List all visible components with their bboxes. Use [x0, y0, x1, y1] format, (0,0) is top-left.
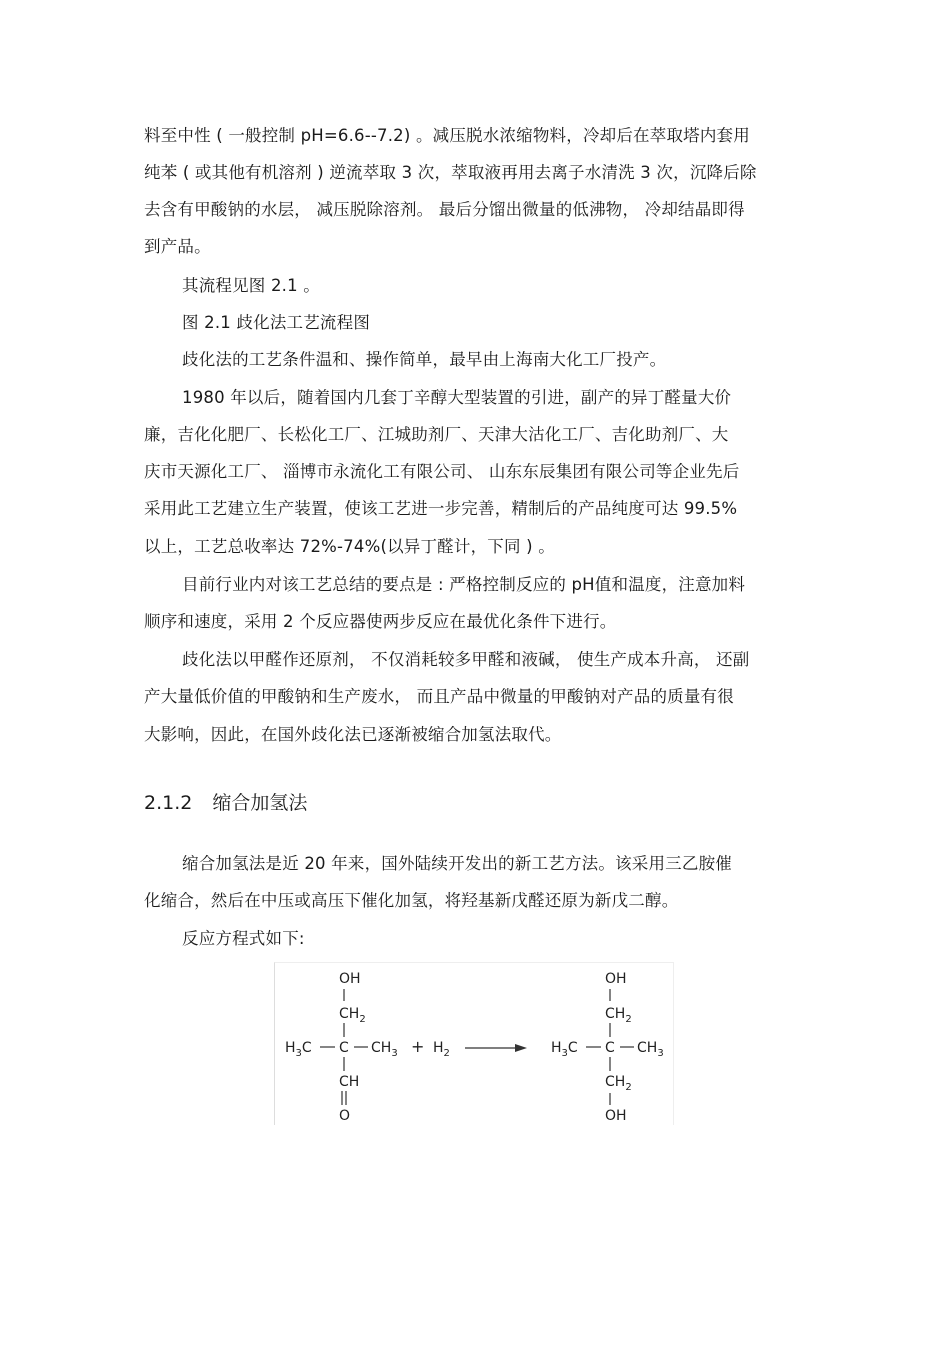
reactant-ch2: $CH_2$ — [339, 1006, 366, 1025]
reactant-oh: OH — [339, 971, 361, 987]
product-oh-top: OH — [605, 971, 627, 987]
product-oh-bottom: OH — [605, 1108, 627, 1124]
product-center-c: C — [605, 1040, 615, 1056]
paragraph-line: 歧化法以甲醛作还原剂， 不仅消耗较多甲醛和液碱， 使生产成本升高， 还副 — [182, 650, 750, 669]
paragraph-line: 廉，吉化化肥厂、长松化工厂、江城助剂厂、天津大沽化工厂、吉化助剂厂、大 — [144, 425, 729, 444]
plus-sign: + — [411, 1037, 425, 1056]
paragraph-line: 到产品。 — [144, 237, 211, 256]
paragraph-line: 庆市天源化工厂、 淄博市永流化工有限公司、 山东东辰集团有限公司等企业先后 — [144, 462, 740, 481]
reaction-equation-svg — [275, 963, 673, 1125]
reactant-center-c: C — [339, 1040, 349, 1056]
reactant-h3c: $H_3C$ — [285, 1040, 312, 1059]
reactant-o: O — [339, 1108, 351, 1124]
paragraph-line: 化缩合，然后在中压或高压下催化加氢，将羟基新戊醛还原为新戊二醇。 — [144, 891, 679, 910]
paragraph-line: 采用此工艺建立生产装置，使该工艺进一步完善，精制后的产品纯度可达 99.5% — [144, 499, 738, 518]
paragraph-line: 去含有甲酸钠的水层， 减压脱除溶剂。 最后分馏出微量的低沸物， 冷却结晶即得 — [144, 200, 745, 219]
paragraph-line: 纯苯 ( 或其他有机溶剂 ) 逆流萃取 3 次，萃取液再用去离子水清洗 3 次，沉降后除 — [144, 163, 757, 182]
section-number: 2.1.2 — [144, 792, 193, 814]
paragraph-line: 其流程见图 2.1 。 — [182, 276, 320, 295]
reactant-ch3: $CH_3$ — [371, 1040, 398, 1059]
reactant-ch: CH — [339, 1074, 360, 1090]
paragraph-line: 歧化法的工艺条件温和、操作简单，最早由上海南大化工厂投产。 — [182, 350, 667, 369]
h2: $H_2$ — [433, 1040, 450, 1059]
paragraph-line: 目前行业内对该工艺总结的要点是 : 严格控制反应的 pH值和温度，注意加料 — [182, 575, 746, 594]
paragraph-line: 以上，工艺总收率达 72%-74%(以异丁醛计，下同 ) 。 — [144, 537, 555, 556]
paragraph-line: 缩合加氢法是近 20 年来，国外陆续开发出的新工艺方法。该采用三乙胺催 — [182, 854, 732, 873]
product-ch3: $CH_3$ — [637, 1040, 664, 1059]
paragraph-line: 产大量低价值的甲酸钠和生产废水， 而且产品中微量的甲酸钠对产品的质量有很 — [144, 687, 734, 706]
paragraph-line: 1980 年以后，随着国内几套丁辛醇大型装置的引进，副产的异丁醛量大价 — [182, 388, 732, 407]
section-title: 缩合加氢法 — [212, 792, 308, 814]
paragraph-line: 料至中性 ( 一般控制 pH=6.6--7.2) 。减压脱水浓缩物料，冷却后在萃取塔内套用 — [144, 126, 750, 145]
reaction-equation-figure — [274, 962, 674, 1125]
paragraph-line: 顺序和速度，采用 2 个反应器使两步反应在最优化条件下进行。 — [144, 612, 617, 631]
product-ch2-bottom: $CH_2$ — [605, 1074, 632, 1093]
paragraph-line: 反应方程式如下: — [182, 929, 305, 948]
figure-caption: 图 2.1 歧化法工艺流程图 — [182, 313, 371, 332]
product-ch2-top: $CH_2$ — [605, 1006, 632, 1025]
reaction-arrow-icon — [465, 1044, 527, 1052]
paragraph-line: 大影响，因此，在国外歧化法已逐渐被缩合加氢法取代。 — [144, 725, 562, 744]
section-heading — [144, 790, 307, 816]
product-h3c: $H_3C$ — [551, 1040, 578, 1059]
